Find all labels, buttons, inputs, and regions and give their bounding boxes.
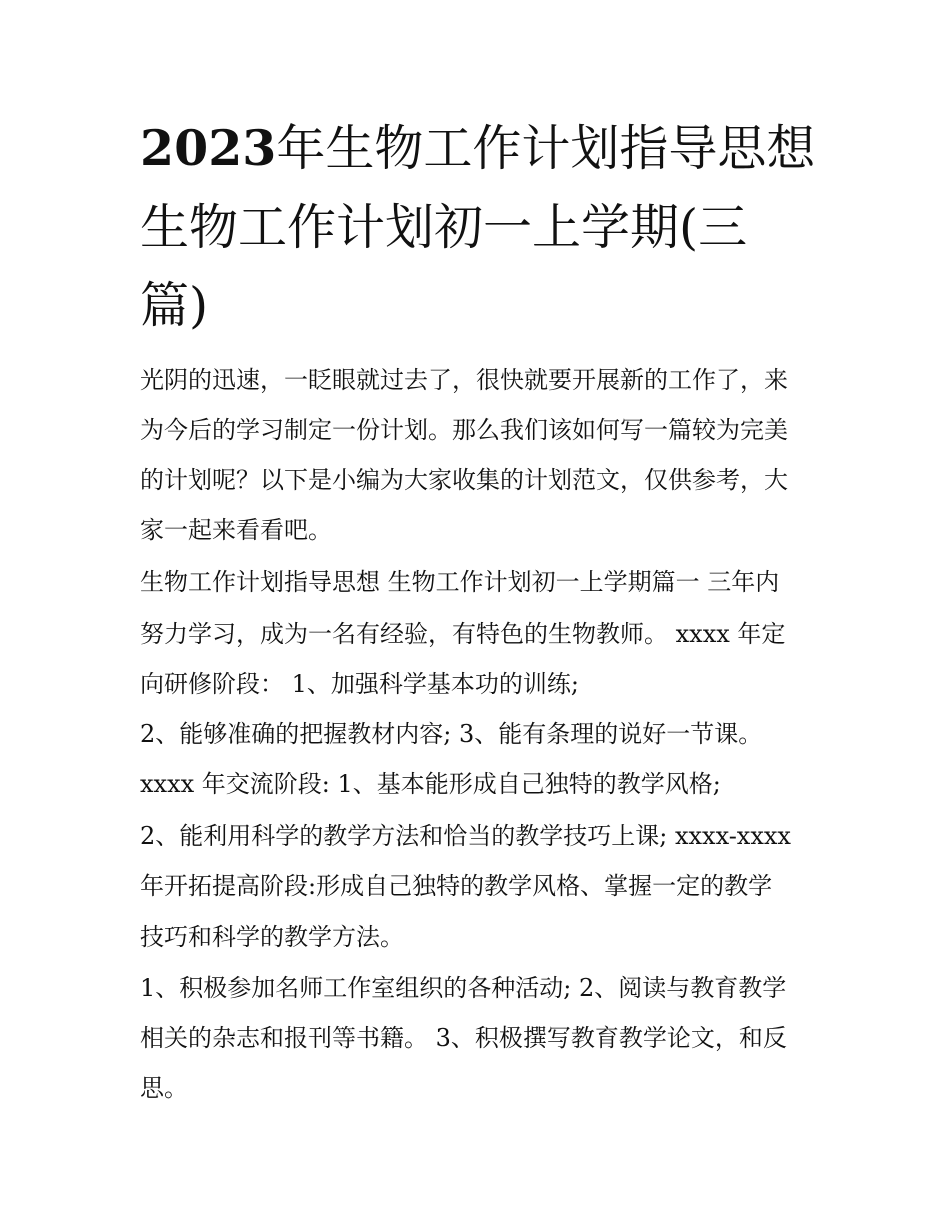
body-line: 思。: [140, 1074, 188, 1102]
body-line: 家一起来看看吧。: [140, 516, 332, 544]
document-title-line-1: [140, 119, 820, 177]
document-title-line-3: 篇): [140, 277, 209, 334]
body-line: 向研修阶段： 1、加强科学基本功的训练;: [140, 670, 579, 698]
document-title-line-2: 生物工作计划初一上学期(三: [140, 199, 748, 256]
body-line: 的计划呢？以下是小编为大家收集的计划范文，仅供参考，大: [140, 466, 788, 494]
body-line: 年开拓提高阶段:形成自己独特的教学风格、掌握一定的教学: [140, 872, 773, 900]
body-line: xxxx 年交流阶段: 1、基本能形成自己独特的教学风格;: [140, 770, 721, 798]
body-line: 相关的杂志和报刊等书籍。 3、积极撰写教育教学论文，和反: [140, 1024, 787, 1052]
body-line: 努力学习，成为一名有经验，有特色的生物教师。 xxxx 年定: [140, 620, 786, 648]
body-line: 光阴的迅速，一眨眼就过去了，很快就要开展新的工作了，来: [140, 366, 788, 394]
title-year: 2023: [140, 119, 277, 177]
body-line: 生物工作计划指导思想 生物工作计划初一上学期篇一 三年内: [140, 568, 780, 596]
body-line: 2、能利用科学的教学方法和恰当的教学技巧上课; xxxx-xxxx: [140, 822, 791, 850]
body-line: 1、积极参加名师工作室组织的各种活动; 2、阅读与教育教学: [140, 974, 787, 1002]
title-line-1-text: 年生物工作计划指导思想: [276, 120, 816, 177]
body-line: 2、能够准确的把握教材内容; 3、能有条理的说好一节课。: [140, 720, 763, 748]
body-line: 为今后的学习制定一份计划。那么我们该如何写一篇较为完美: [140, 416, 788, 444]
body-line: 技巧和科学的教学方法。: [140, 923, 404, 951]
